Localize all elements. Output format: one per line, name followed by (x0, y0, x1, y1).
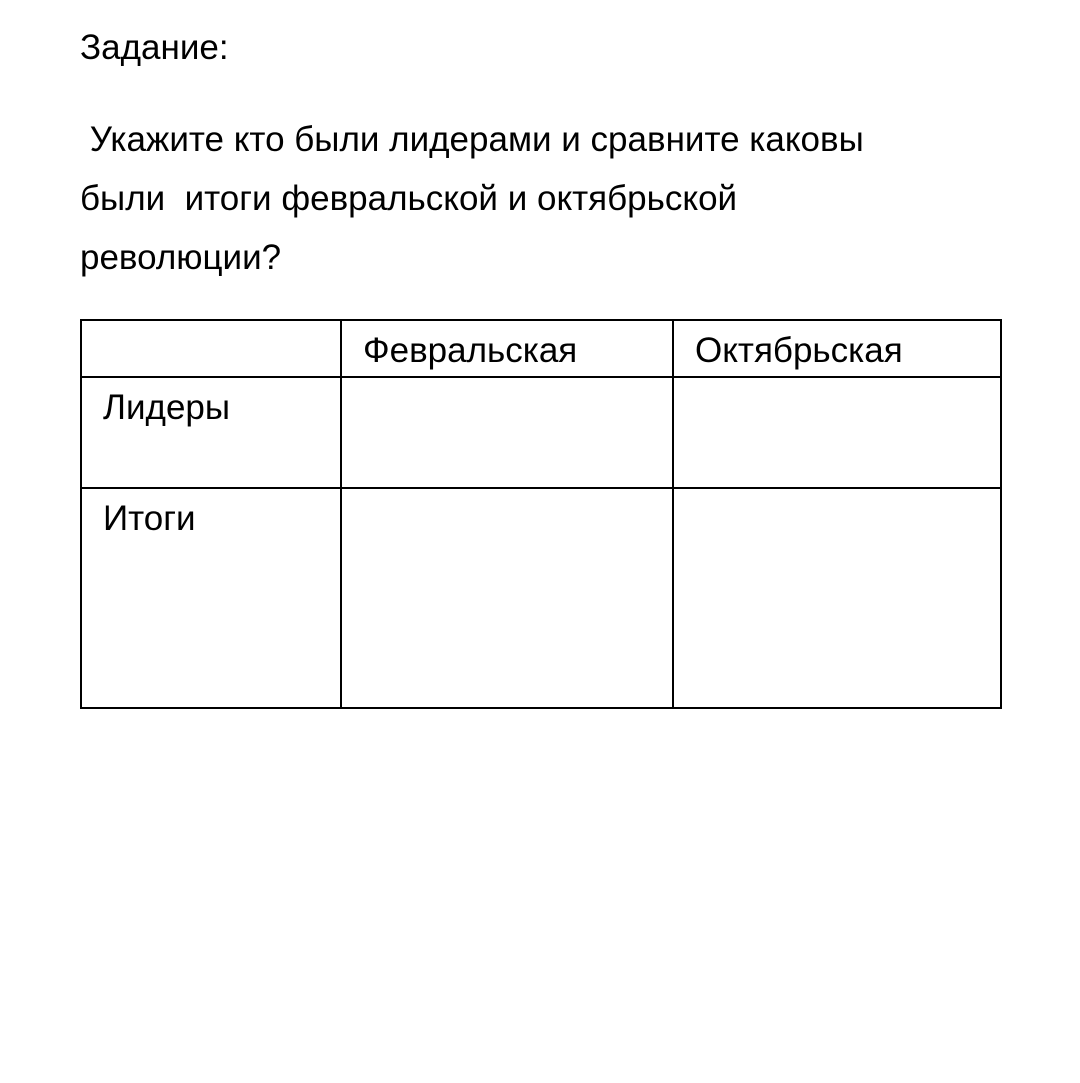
header-cell-october: Октябрьская (673, 320, 1001, 377)
row-label-leaders: Лидеры (81, 377, 341, 488)
task-question (80, 110, 980, 287)
question-line: были итоги февральской и октябрьской (80, 179, 738, 218)
cell-results-february[interactable] (341, 488, 673, 708)
cell-leaders-february[interactable] (341, 377, 673, 488)
cell-results-october[interactable] (673, 488, 1001, 708)
table-header-row (81, 320, 1001, 377)
row-label-results: Итоги (81, 488, 341, 708)
task-label: Задание: (80, 28, 229, 67)
header-cell-empty (81, 320, 341, 377)
question-line: Укажите кто были лидерами и сравните каковы (80, 120, 864, 159)
question-line: революции? (80, 238, 282, 277)
table-row-results (81, 488, 1001, 708)
table-row-leaders (81, 377, 1001, 488)
header-cell-february: Февральская (341, 320, 673, 377)
comparison-table (80, 319, 1002, 709)
cell-leaders-october[interactable] (673, 377, 1001, 488)
